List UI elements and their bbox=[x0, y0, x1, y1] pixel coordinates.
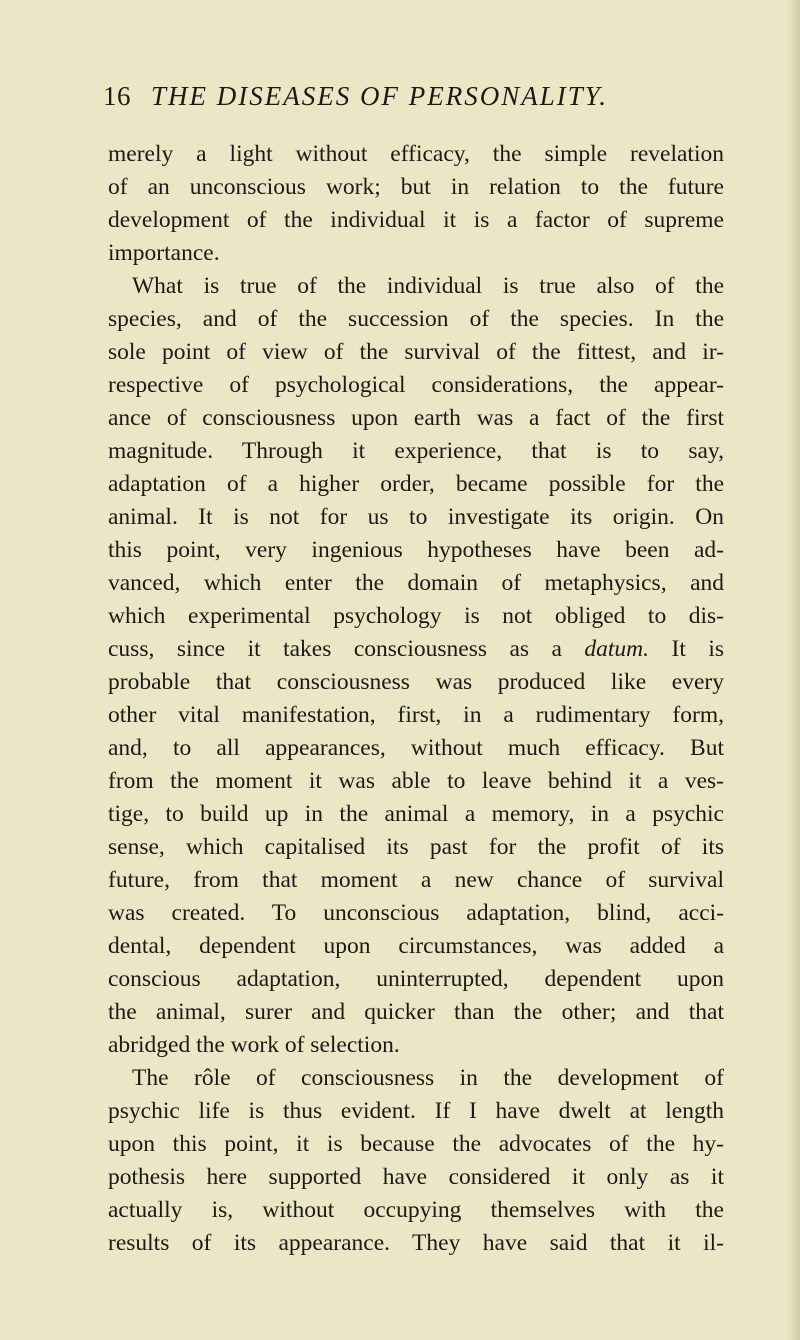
text-line: abridged the work of selection. bbox=[108, 1032, 400, 1058]
italic-word: datum. bbox=[584, 636, 650, 662]
text-line: adaptation of a higher order, became possible for the bbox=[108, 471, 724, 497]
text-line: and, to all appearances, without much efficacy. But bbox=[108, 735, 724, 761]
text-line: development of the individual it is a factor of supreme bbox=[108, 207, 724, 233]
text-line: other vital manifestation, first, in a rudimentary form, bbox=[108, 702, 724, 728]
text-line: sense, which capitalised its past for the profit of its bbox=[108, 834, 724, 860]
page-number: 16 bbox=[103, 81, 131, 111]
line-text: cuss, since it takes consciousness as a bbox=[108, 636, 562, 662]
line-tail: It is bbox=[671, 636, 724, 662]
text-line: psychic life is thus evident. If I have dwelt at length bbox=[108, 1098, 724, 1124]
text-line: respective of psychological considerations, the appear- bbox=[108, 372, 724, 398]
text-line: dental, dependent upon circumstances, was added a bbox=[108, 933, 724, 959]
text-line: magnitude. Through it experience, that is to say, bbox=[108, 438, 724, 464]
text-line-with-italic bbox=[108, 633, 724, 666]
text-line: was created. To unconscious adaptation, blind, acci- bbox=[108, 900, 724, 926]
text-line: probable that consciousness was produced like every bbox=[108, 669, 724, 695]
text-line: from the moment it was able to leave behind it a ves- bbox=[108, 768, 724, 794]
text-line: actually is, without occupying themselves with the bbox=[108, 1197, 724, 1223]
text-line: which experimental psychology is not obliged to dis- bbox=[108, 603, 724, 629]
paragraph-start-line: The rôle of consciousness in the development of bbox=[132, 1065, 724, 1091]
paragraph-start-line: What is true of the individual is true also of the bbox=[132, 273, 724, 299]
text-line: upon this point, it is because the advocates of the hy- bbox=[108, 1131, 724, 1157]
text-line: the animal, surer and quicker than the other; and that bbox=[108, 999, 724, 1025]
text-line: tige, to build up in the animal a memory, in a psychic bbox=[108, 801, 724, 827]
page-edge-shadow bbox=[786, 0, 800, 1340]
text-line: importance. bbox=[108, 240, 220, 266]
text-line: future, from that moment a new chance of survival bbox=[108, 867, 724, 893]
text-line: species, and of the succession of the species. In the bbox=[108, 306, 724, 332]
running-head bbox=[103, 80, 743, 112]
text-line: of an unconscious work; but in relation to the future bbox=[108, 174, 724, 200]
text-line: vanced, which enter the domain of metaphysics, and bbox=[108, 570, 724, 596]
text-line: merely a light without efficacy, the simple revelation bbox=[108, 141, 724, 167]
text-line: sole point of view of the survival of the fittest, and ir- bbox=[108, 339, 724, 365]
text-line: results of its appearance. They have said that it il- bbox=[108, 1230, 724, 1256]
text-line: animal. It is not for us to investigate its origin. On bbox=[108, 504, 724, 530]
text-line: conscious adaptation, uninterrupted, dependent upon bbox=[108, 966, 724, 992]
text-line: this point, very ingenious hypotheses have been ad- bbox=[108, 537, 724, 563]
text-line: ance of consciousness upon earth was a fact of the first bbox=[108, 405, 724, 431]
text-line: pothesis here supported have considered it only as it bbox=[108, 1164, 724, 1190]
book-title: THE DISEASES OF PERSONALITY. bbox=[151, 81, 609, 111]
body-text bbox=[108, 138, 724, 1260]
